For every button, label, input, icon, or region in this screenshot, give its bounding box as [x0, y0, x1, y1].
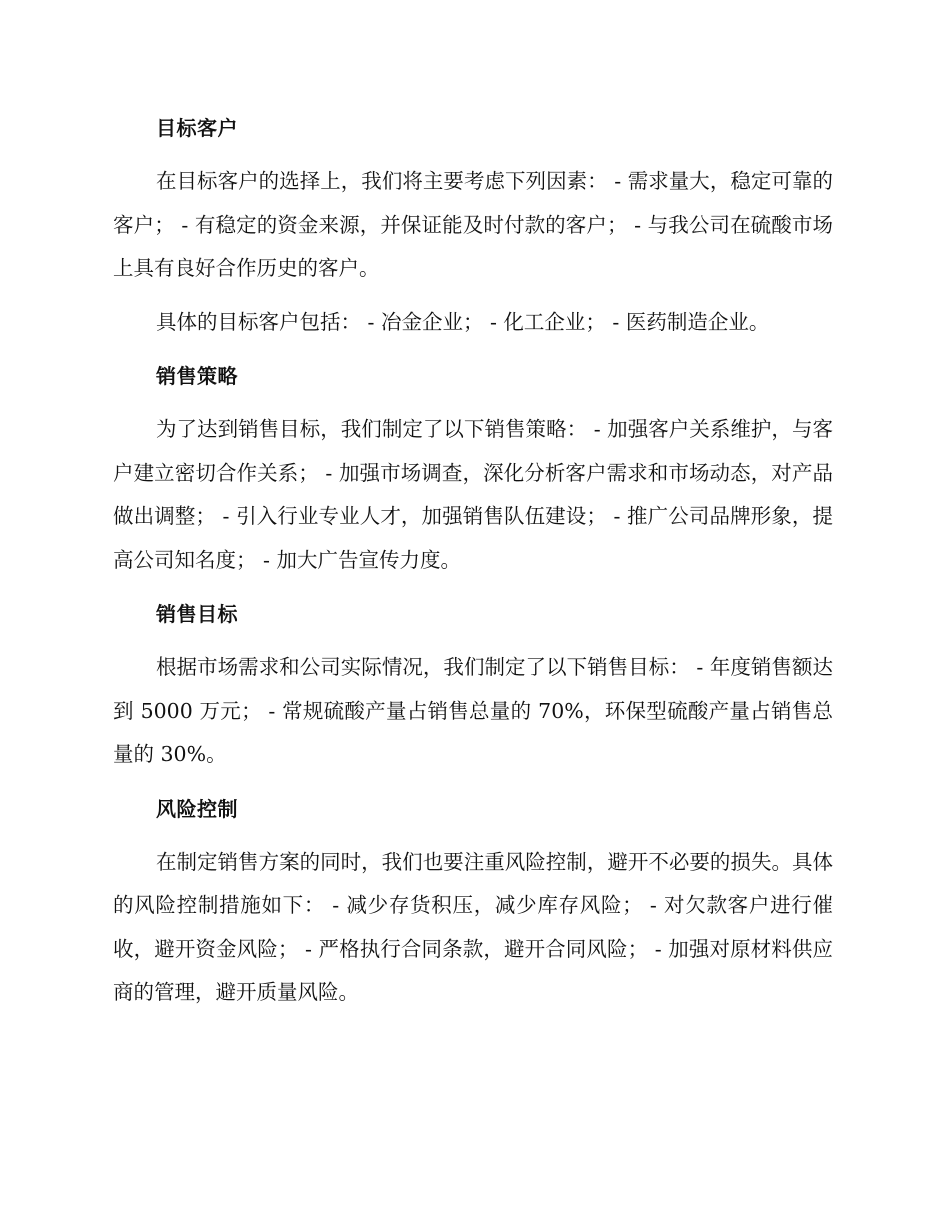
- document-body: [113, 106, 833, 1025]
- section-heading-target-customers: 目标客户: [156, 116, 238, 140]
- section-heading-sales-target: 销售目标: [156, 602, 238, 626]
- section-heading-sales-strategy: 销售策略: [156, 364, 238, 388]
- paragraph-target-customers-factors: 在目标客户的选择上，我们将主要考虑下列因素： - 需求量大，稳定可靠的客户； - 有稳定的资金来源，并保证能及时付款的客户； - 与我公司在硫酸市场上具有良好合作历史的客户。: [113, 169, 833, 280]
- paragraph-sales-strategy: 为了达到销售目标，我们制定了以下销售策略： - 加强客户关系维护，与客户建立密切合作关系； - 加强市场调查，深化分析客户需求和市场动态，对产品做出调整； - 引入行业专业人才，加强销售队伍建设； - 推广公司品牌形象，提高公司知名度； - 加大广告宣传力度。: [113, 417, 833, 572]
- section-heading-risk-control: 风险控制: [156, 796, 238, 821]
- paragraph-sales-target: 根据市场需求和公司实际情况，我们制定了以下销售目标： - 年度销售额达到 5000 万元； - 常规硫酸产量占销售总量的 70%，环保型硫酸产量占销售总量的 30%。: [113, 655, 833, 766]
- paragraph-target-customers-list: 具体的目标客户包括： - 冶金企业； - 化工企业； - 医药制造企业。: [156, 309, 770, 334]
- paragraph-risk-control: 在制定销售方案的同时，我们也要注重风险控制，避开不必要的损失。具体的风险控制措施如下： - 减少存货积压，减少库存风险； - 对欠款客户进行催收，避开资金风险； - 严格执行合同条款，避开合同风险； - 加强对原材料供应商的管理，避开质量风险。: [113, 849, 833, 1004]
